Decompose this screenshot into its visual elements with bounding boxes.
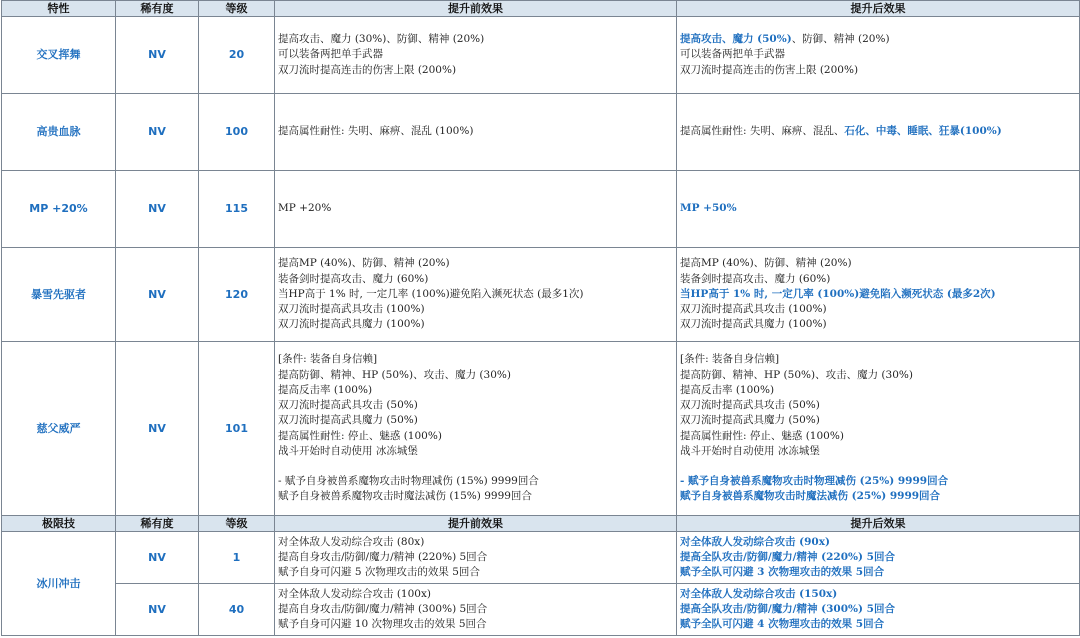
effect-line: 提高反击率 (100%) <box>680 383 775 396</box>
trait-rarity: NV <box>116 248 199 342</box>
before-effect-cell <box>275 17 677 94</box>
effect-line: 可以装备两把单手武器 <box>680 48 785 61</box>
effect-line: 赋予自身可闪避 5 次物理攻击的效果 5回合 <box>278 566 480 579</box>
trait-name: 暴雪先驱者 <box>2 248 116 342</box>
header-rarity: 稀有度 <box>116 516 199 532</box>
effect-line: 双刀流时提高武具攻击 (100%) <box>278 303 425 316</box>
effect-line: MP +50% <box>680 202 737 215</box>
limit-burst-level: 1 <box>199 532 275 584</box>
effect-line: 双刀流时提高武具攻击 (100%) <box>680 303 827 316</box>
before-effect-cell <box>275 342 677 516</box>
after-effect-cell <box>677 248 1080 342</box>
effect-line: MP +20% <box>278 202 332 215</box>
trait-rarity: NV <box>116 171 199 248</box>
limit-burst-row <box>2 584 1080 636</box>
after-effect-cell <box>677 17 1080 94</box>
limit-burst-rarity: NV <box>116 584 199 636</box>
trait-rarity: NV <box>116 17 199 94</box>
header-before-effect: 提升前效果 <box>275 1 677 17</box>
effect-line: 双刀流时提高武具魔力 (50%) <box>278 414 418 427</box>
effect-line: 当HP高于 1% 时, 一定几率 (100%)避免陷入濒死状态 (最多1次) <box>278 287 584 300</box>
effect-line: 赋予自身被兽系魔物攻击时魔法减伤 (25%) 9999回合 <box>680 490 941 503</box>
effect-line: 提高自身攻击/防御/魔力/精神 (300%) 5回合 <box>278 602 488 615</box>
header-before-effect: 提升前效果 <box>275 516 677 532</box>
effect-line: 赋予全队可闪避 4 次物理攻击的效果 5回合 <box>680 618 885 631</box>
limit-burst-name: 冰川冲击 <box>2 532 116 636</box>
effect-line <box>680 459 1079 474</box>
effect-line: 提高反击率 (100%) <box>278 383 373 396</box>
effect-line: 提高防御、精神、HP (50%)、攻击、魔力 (30%) <box>680 368 913 381</box>
header-limit-burst: 极限技 <box>2 516 116 532</box>
before-effect-cell <box>275 94 677 171</box>
highlighted-effect-text: 提高攻击、魔力 (50%) <box>680 33 792 46</box>
trait-name: MP +20% <box>2 171 116 248</box>
effect-line: 双刀流时提高连击的伤害上限 (200%) <box>680 63 859 76</box>
effect-text: 、防御、精神 (20%) <box>791 33 890 46</box>
effect-line <box>278 459 676 474</box>
effect-line: 战斗开始时自动使用 冰冻城堡 <box>680 444 820 457</box>
effect-line: - 赋予自身被兽系魔物攻击时物理减伤 (25%) 9999回合 <box>680 475 949 488</box>
effect-line: 提高全队攻击/防御/魔力/精神 (300%) 5回合 <box>680 602 895 615</box>
trait-level: 120 <box>199 248 275 342</box>
effect-line: 双刀流时提高武具魔力 (50%) <box>680 414 820 427</box>
limit-burst-row <box>2 532 1080 584</box>
trait-header-row <box>2 1 1080 17</box>
header-trait: 特性 <box>2 1 116 17</box>
before-effect-cell <box>275 532 677 584</box>
after-effect-cell <box>677 532 1080 584</box>
header-level: 等级 <box>199 516 275 532</box>
effect-line: - 赋予自身被兽系魔物攻击时物理减伤 (15%) 9999回合 <box>278 475 539 488</box>
header-level: 等级 <box>199 1 275 17</box>
after-effect-cell <box>677 584 1080 636</box>
trait-level: 20 <box>199 17 275 94</box>
effect-line <box>680 32 1079 47</box>
trait-level: 100 <box>199 94 275 171</box>
skills-table <box>1 0 1080 636</box>
effect-line: 战斗开始时自动使用 冰冻城堡 <box>278 444 418 457</box>
before-effect-cell <box>275 584 677 636</box>
after-effect-cell <box>677 94 1080 171</box>
trait-level: 101 <box>199 342 275 516</box>
after-effect-cell <box>677 171 1080 248</box>
trait-row <box>2 171 1080 248</box>
effect-line: 装备剑时提高攻击、魔力 (60%) <box>680 272 831 285</box>
effect-line: 提高防御、精神、HP (50%)、攻击、魔力 (30%) <box>278 368 511 381</box>
header-after-effect: 提升后效果 <box>677 516 1080 532</box>
effect-line: 对全体敌人发动综合攻击 (150x) <box>680 587 838 600</box>
trait-rarity: NV <box>116 94 199 171</box>
effect-line: [条件: 装备自身信赖] <box>680 353 780 366</box>
trait-row <box>2 17 1080 94</box>
effect-line: 提高属性耐性: 停止、魅惑 (100%) <box>680 429 844 442</box>
trait-row <box>2 94 1080 171</box>
effect-line: 对全体敌人发动综合攻击 (80x) <box>278 535 425 548</box>
effect-line: 对全体敌人发动综合攻击 (90x) <box>680 535 830 548</box>
effect-line: 可以装备两把单手武器 <box>278 48 383 61</box>
effect-line: 对全体敌人发动综合攻击 (100x) <box>278 587 431 600</box>
effect-line: 双刀流时提高武具魔力 (100%) <box>278 318 425 331</box>
header-after-effect: 提升后效果 <box>677 1 1080 17</box>
effect-line: 双刀流时提高武具攻击 (50%) <box>680 399 820 412</box>
effect-line: 赋予自身被兽系魔物攻击时魔法减伤 (15%) 9999回合 <box>278 490 532 503</box>
effect-line: 当HP高于 1% 时, 一定几率 (100%)避免陷入濒死状态 (最多2次) <box>680 287 996 300</box>
limit-burst-level: 40 <box>199 584 275 636</box>
before-effect-cell <box>275 248 677 342</box>
effect-line: 提高全队攻击/防御/魔力/精神 (220%) 5回合 <box>680 550 895 563</box>
trait-row <box>2 248 1080 342</box>
after-effect-cell <box>677 342 1080 516</box>
effect-line: 赋予全队可闪避 3 次物理攻击的效果 5回合 <box>680 566 885 579</box>
effect-line: 提高MP (40%)、防御、精神 (20%) <box>278 257 450 270</box>
effect-line: 双刀流时提高武具攻击 (50%) <box>278 399 418 412</box>
effect-line <box>680 124 1079 139</box>
trait-name: 高贵血脉 <box>2 94 116 171</box>
highlighted-effect-text: 石化、中毒、睡眠、狂暴(100%) <box>844 125 1002 138</box>
effect-line: 提高攻击、魔力 (30%)、防御、精神 (20%) <box>278 33 485 46</box>
effect-line: 双刀流时提高武具魔力 (100%) <box>680 318 827 331</box>
limit-burst-rarity: NV <box>116 532 199 584</box>
trait-rarity: NV <box>116 342 199 516</box>
effect-line: [条件: 装备自身信赖] <box>278 353 378 366</box>
effect-text: 提高属性耐性: 失明、麻痹、混乱、 <box>680 125 845 138</box>
effect-line: 提高MP (40%)、防御、精神 (20%) <box>680 257 852 270</box>
effect-line: 装备剑时提高攻击、魔力 (60%) <box>278 272 429 285</box>
trait-row <box>2 342 1080 516</box>
before-effect-cell <box>275 171 677 248</box>
effect-line: 提高属性耐性: 停止、魅惑 (100%) <box>278 429 442 442</box>
trait-name: 慈父威严 <box>2 342 116 516</box>
effect-line: 双刀流时提高连击的伤害上限 (200%) <box>278 63 457 76</box>
header-rarity: 稀有度 <box>116 1 199 17</box>
trait-level: 115 <box>199 171 275 248</box>
limit-burst-header-row <box>2 516 1080 532</box>
effect-line: 提高自身攻击/防御/魔力/精神 (220%) 5回合 <box>278 550 488 563</box>
effect-line: 赋予自身可闪避 10 次物理攻击的效果 5回合 <box>278 618 487 631</box>
trait-name: 交叉挥舞 <box>2 17 116 94</box>
effect-line: 提高属性耐性: 失明、麻痹、混乱 (100%) <box>278 125 474 138</box>
